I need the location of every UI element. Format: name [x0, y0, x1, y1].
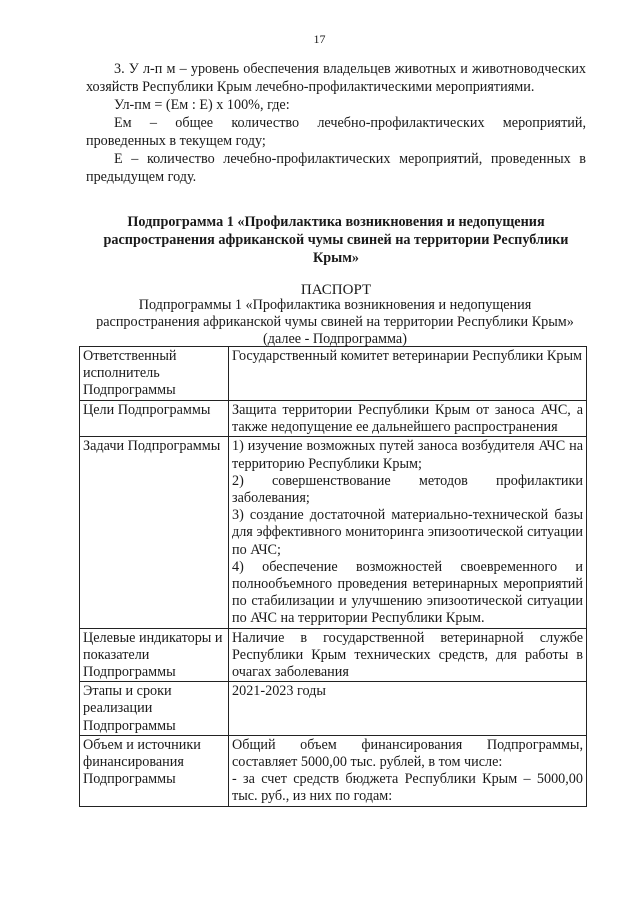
definition-em: Ем – общее количество лечебно-профилактических мероприятий, проведенных в текущем году; — [86, 115, 586, 149]
passport-subtitle-line-2: распространения африканской чумы свиней на территории Республики Крым» — [96, 314, 574, 330]
table-row — [80, 347, 587, 401]
intro-paragraph-1: 3. У л-п м – уровень обеспечения владельцев животных и животноводческих хозяйств Республики Крым лечебно-профилактическими мероприятиями. — [86, 61, 586, 95]
subprogram-heading: Подпрограмма 1 «Профилактика возникновения и недопущения распространения африканской чумы свиней на территории Республики Крым» — [103, 214, 569, 266]
table-row — [80, 628, 587, 682]
row-label-executor: Ответственный исполнитель Подпрограммы — [80, 347, 229, 401]
definition-e: Е – количество лечебно-профилактических мероприятий, проведенных в предыдущем году. — [86, 151, 586, 185]
row-value-stages: 2021-2023 годы — [229, 682, 587, 736]
table-row — [80, 735, 587, 806]
task-item: 2) совершенствование методов профилактики заболевания; — [232, 472, 583, 507]
intro-text — [86, 60, 586, 186]
passport-subtitle-line-3: (далее - Подпрограмма) — [263, 331, 407, 347]
financing-item: - за счет средств бюджета Республики Крым – 5000,00 тыс. руб., из них по годам: — [232, 771, 583, 805]
row-value-financing — [229, 735, 587, 806]
passport-subtitle-line-1: Подпрограммы 1 «Профилактика возникновения и недопущения — [138, 297, 532, 313]
task-item: 4) обеспечение возможностей своевременного и полнообъемного проведения ветеринарных мероприятий по стабилизации и улучшению эпизоотической ситуации по АЧС на территории Республики Крым. — [232, 558, 583, 627]
row-value-executor: Государственный комитет ветеринарии Республики Крым — [229, 347, 587, 401]
table-row — [80, 682, 587, 736]
table-row — [80, 437, 587, 628]
row-value-goals: Защита территории Республики Крым от заноса АЧС, а также недопущение ее дальнейшего распространения — [229, 401, 587, 437]
row-value-tasks — [229, 437, 587, 628]
passport-table — [79, 346, 587, 807]
row-label-financing: Объем и источники финансирования Подпрограммы — [80, 735, 229, 806]
formula-line: Ул-пм = (Ем : Е) х 100%, где: — [114, 97, 290, 113]
row-value-indicators: Наличие в государственной ветеринарной службе Республики Крым технических средств, для работы в очагах заболевания — [229, 628, 587, 682]
row-label-stages: Этапы и сроки реализации Подпрограммы — [80, 682, 229, 736]
row-label-tasks: Задачи Подпрограммы — [80, 437, 229, 628]
task-item: 3) создание достаточной материально-технической базы для эффективного мониторинга эпизоотической ситуации по АЧС; — [232, 507, 583, 558]
row-label-goals: Цели Подпрограммы — [80, 401, 229, 437]
passport-subtitle — [70, 297, 600, 348]
row-label-indicators: Целевые индикаторы и показатели Подпрограммы — [80, 628, 229, 682]
financing-item: Общий объем финансирования Подпрограммы, составляет 5000,00 тыс. рублей, в том числе: — [232, 736, 583, 771]
passport-title: ПАСПОРТ — [300, 282, 372, 298]
task-item: 1) изучение возможных путей заноса возбудителя АЧС на территорию Республики Крым; — [232, 438, 583, 472]
page-number: 17 — [313, 32, 326, 46]
table-row — [80, 401, 587, 437]
